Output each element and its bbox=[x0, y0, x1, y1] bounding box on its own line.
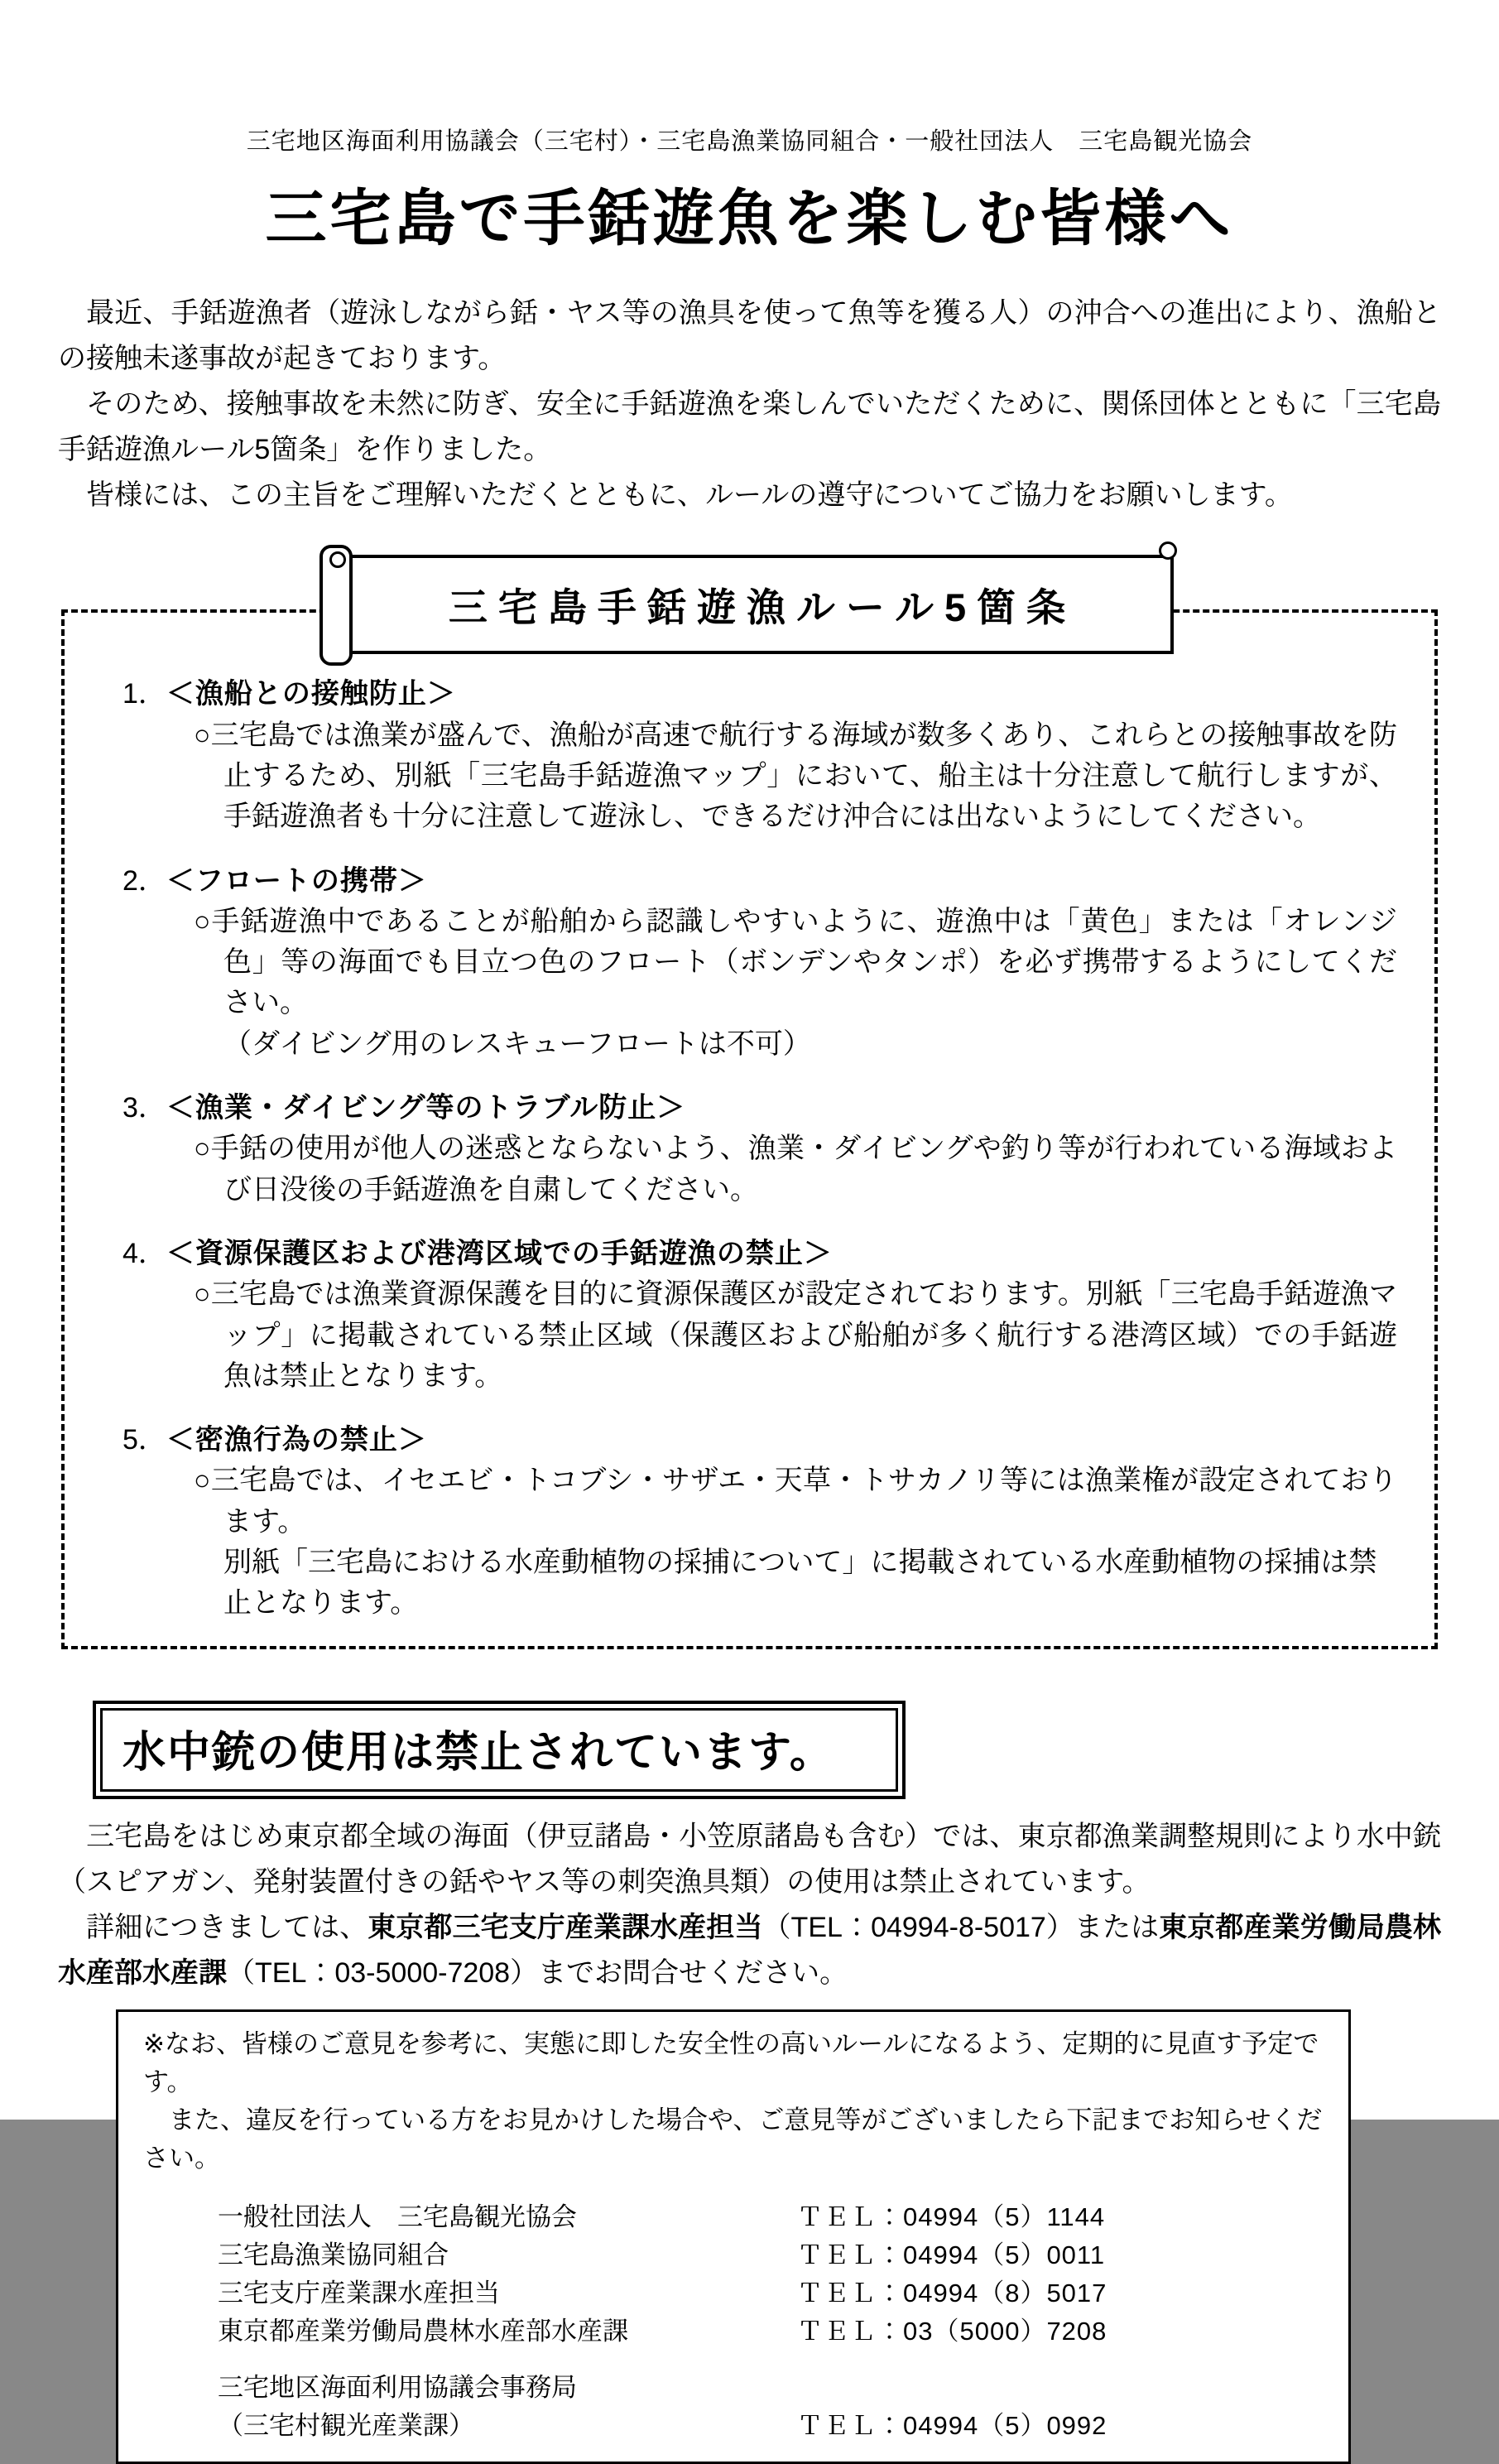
contact-tel: ＴＥＬ：04994（5）1144 bbox=[797, 2202, 1106, 2232]
rule-body: ○手銛の使用が他人の迷惑とならないよう、漁業・ダイビングや釣り等が行われている海域および日没後の手銛遊漁を自粛してください。 bbox=[194, 1133, 1397, 1206]
rule-title: ＜密漁行為の禁止＞ bbox=[166, 1424, 427, 1456]
rule-title: ＜漁船との接触防止＞ bbox=[166, 678, 456, 710]
ban-detail-seg: （TEL：04994-8-5017）または bbox=[762, 1911, 1160, 1943]
ban-detail-paragraph-2 bbox=[58, 1905, 1441, 1996]
rule-heading bbox=[106, 1420, 1397, 1461]
ban-detail-seg: 詳細につきましては、 bbox=[58, 1911, 368, 1943]
contact-row bbox=[218, 2312, 1328, 2351]
scroll-curl-right-icon bbox=[1159, 541, 1177, 560]
contact-name: 三宅島漁業協同組合 bbox=[218, 2240, 449, 2270]
contact-box bbox=[116, 2009, 1351, 2464]
contact-row bbox=[218, 2198, 1328, 2236]
rules-banner-title: 三宅島手銛遊漁ルール5箇条 bbox=[448, 585, 1077, 629]
contact-name: 一般社団法人 三宅島観光協会 bbox=[218, 2202, 577, 2232]
rules-dashed-box bbox=[61, 609, 1438, 1648]
rule-body: ○手銛遊漁中であることが船舶から認識しやすいように、遊漁中は「黄色」または「オレンジ色」等の海面でも目立つ色のフロート（ボンデンやタンポ）を必ず携帯するようにしてください。 bbox=[194, 905, 1397, 1019]
ban-detail-office-1: 東京都三宅支庁産業課水産担当 bbox=[368, 1911, 763, 1943]
rule-heading bbox=[106, 674, 1397, 715]
contact-list bbox=[218, 2198, 1328, 2444]
rule-item-5 bbox=[106, 1420, 1397, 1624]
rule-number: 5． bbox=[123, 1424, 166, 1456]
scroll-curl-left-icon bbox=[329, 551, 346, 568]
rule-heading bbox=[106, 1234, 1397, 1274]
rule-title: ＜漁業・ダイビング等のトラブル防止＞ bbox=[166, 1092, 686, 1124]
rule-item-1 bbox=[106, 674, 1397, 837]
page-title: 三宅島で手銛遊魚を楽しむ皆様へ bbox=[265, 184, 1234, 253]
contact-tel: ＴＥＬ：04994（8）5017 bbox=[797, 2279, 1107, 2308]
contact-tel: ＴＥＬ：04994（5）0011 bbox=[797, 2240, 1106, 2270]
intro-paragraph-1: 最近、手銛遊漁者（遊泳しながら銛・ヤス等の漁具を使って魚等を獲る人）の沖合への進出により、漁船との接触未遂事故が起きております。 bbox=[58, 297, 1441, 375]
ban-detail-seg: （TEL：03-5000-7208）までお問合せください。 bbox=[227, 1956, 848, 1989]
rule-number: 4． bbox=[123, 1237, 166, 1269]
contact-tel: ＴＥＬ：03（5000）7208 bbox=[797, 2317, 1107, 2346]
contact-row bbox=[218, 2369, 1328, 2445]
rule-heading bbox=[106, 1088, 1397, 1129]
rule-title: ＜フロートの携帯＞ bbox=[166, 864, 427, 897]
contact-row bbox=[218, 2274, 1328, 2312]
intro-section bbox=[58, 291, 1441, 518]
intro-paragraph-2: そのため、接触事故を未然に防ぎ、安全に手銛遊漁を楽しんでいただくために、関係団体とともに「三宅島手銛遊漁ルール5箇条」を作りました。 bbox=[58, 388, 1441, 466]
contact-name-line-2: （三宅村観光産業課） bbox=[218, 2410, 474, 2440]
rule-title: ＜資源保護区および港湾区域での手銛遊漁の禁止＞ bbox=[166, 1237, 833, 1269]
intro-paragraph-3: 皆様には、この主旨をご理解いただくとともに、ルールの遵守についてご協力をお願いします。 bbox=[58, 479, 1293, 512]
rules-section bbox=[61, 585, 1438, 1648]
rules-scroll-banner bbox=[319, 545, 1180, 666]
rule-note: 別紙「三宅島における水産動植物の採捕について」に掲載されている水産動植物の採捕は禁止となります。 bbox=[223, 1547, 1377, 1619]
organizations-line: 三宅地区海面利用協議会（三宅村）・三宅島漁業協同組合・一般社団法人 三宅島観光協会 bbox=[246, 128, 1253, 155]
contact-note-1: ※なお、皆様のご意見を参考に、実態に即した安全性の高いルールになるよう、定期的に見直す予定です。 bbox=[143, 2028, 1319, 2096]
contact-row bbox=[218, 2236, 1328, 2274]
contact-name bbox=[218, 2369, 797, 2445]
speargun-ban-box bbox=[93, 1701, 906, 1799]
rule-item-2 bbox=[106, 861, 1397, 1065]
contact-name: 三宅支庁産業課水産担当 bbox=[218, 2279, 500, 2308]
rule-item-3 bbox=[106, 1088, 1397, 1210]
ban-detail-paragraph-1: 三宅島をはじめ東京都全域の海面（伊豆諸島・小笠原諸島も含む）では、東京都漁業調整規則により水中銃（スピアガン、発射装置付きの銛やヤス等の刺突漁具類）の使用は禁止されています。 bbox=[58, 1820, 1441, 1898]
ban-detail-section bbox=[58, 1814, 1441, 1996]
rule-number: 1． bbox=[123, 678, 166, 710]
contact-tel: ＴＥＬ：04994（5）0992 bbox=[797, 2410, 1107, 2440]
rule-note: （ダイビング用のレスキューフロートは不可） bbox=[223, 1027, 811, 1060]
contact-name-line-1: 三宅地区海面利用協議会事務局 bbox=[218, 2372, 577, 2402]
scroll-banner-body bbox=[341, 555, 1174, 654]
contact-note-2: また、違反を行っている方をお見かけした場合や、ご意見等がございましたら下記までお知らせください。 bbox=[143, 2105, 1323, 2173]
rule-body: ○三宅島では漁業が盛んで、漁船が高速で航行する海域が数多くあり、これらとの接触事故を防止するため、別紙「三宅島手銛遊漁マップ」において、船主は十分注意して航行しますが、手銛遊漁者も十分に注意して遊泳し、できるだけ沖合には出ないようにしてください。 bbox=[194, 719, 1397, 833]
speargun-ban-text: 水中銃の使用は禁止されています。 bbox=[123, 1728, 834, 1777]
rule-body: ○三宅島では、イセエビ・トコブシ・サザエ・天草・トサカノリ等には漁業権が設定されております。 bbox=[194, 1465, 1397, 1538]
rule-number: 2． bbox=[123, 864, 166, 897]
rule-number: 3． bbox=[123, 1092, 166, 1124]
speargun-ban-box-inner bbox=[100, 1708, 898, 1792]
rule-heading bbox=[106, 861, 1397, 902]
rule-item-4 bbox=[106, 1234, 1397, 1397]
ban-detail-office-2: 東京都産業労働局農林水産部水産課 bbox=[58, 1911, 1442, 1989]
rule-body: ○三宅島では漁業資源保護を目的に資源保護区が設定されております。別紙「三宅島手銛遊漁マップ」に掲載されている禁止区域（保護区および船舶が多く航行する港湾区域）での手銛遊魚は禁止となります。 bbox=[194, 1278, 1397, 1392]
contact-name: 東京都産業労働局農林水産部水産課 bbox=[218, 2317, 628, 2346]
scroll-roll-left bbox=[319, 545, 353, 666]
